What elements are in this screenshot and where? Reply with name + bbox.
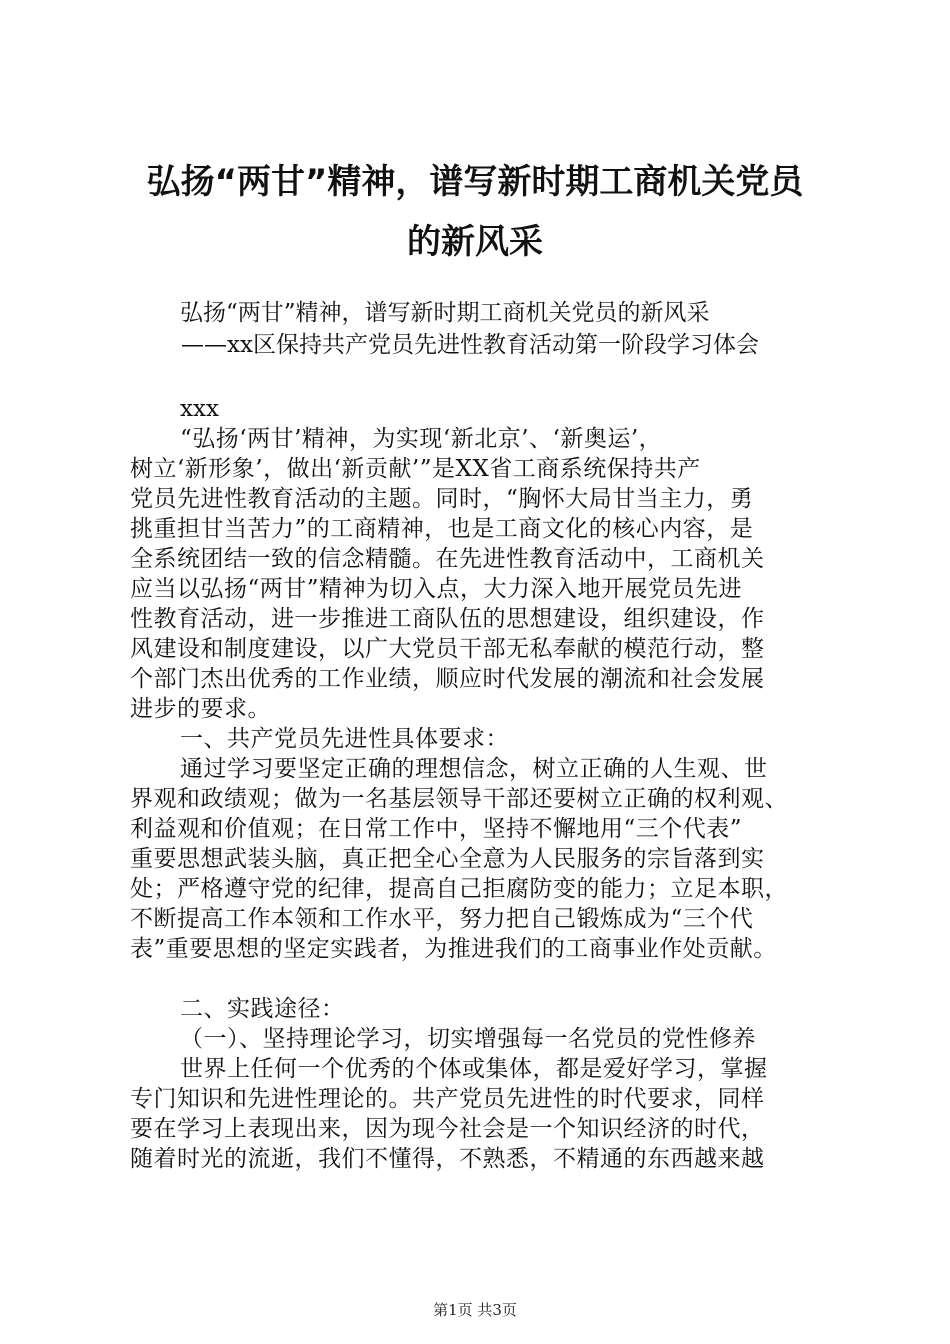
section-heading-2: 二、实践途径： [180,996,345,1022]
body-line: 表”重要思想的坚定实践者，为推进我们的工商事业作处贡献。 [130,936,777,962]
subtitle-line-1: 弘扬“两甘”精神，谱写新时期工商机关党员的新风采 [180,300,710,326]
body-line: 要在学习上表现出来，因为现今社会是一个知识经济的时代， [130,1116,765,1142]
body-line: “弘扬‘两甘’精神，为实现‘新北京’、‘新奥运’， [180,426,663,452]
body-line: 应当以弘扬“两甘”精神为切入点，大力深入地开展党员先进 [130,576,743,602]
body-line: 通过学习要坚定正确的理想信念，树立正确的人生观、世 [180,756,768,782]
page-footer: 第1页 共3页 [433,1301,517,1319]
author: xxx [180,396,219,422]
subtitle-line-2: ——xx区保持共产党员先进性教育活动第一阶段学习体会 [181,332,759,358]
body-line: 重要思想武装头脑，真正把全心全意为人民服务的宗旨落到实 [130,846,765,872]
body-line: 风建设和制度建设，以广大党员干部无私奉献的模范行动，整 [130,636,765,662]
document-title-line-2: 的新风采 [407,222,543,262]
body-line: 树立‘新形象’，做出‘新贡献’”是XX省工商系统保持共产 [130,456,701,482]
body-line: 利益观和价值观；在日常工作中，坚持不懈地用“三个代表” [130,816,743,842]
body-line: 挑重担甘当苦力”的工商精神，也是工商文化的核心内容，是 [130,516,754,542]
body-line: 个部门杰出优秀的工作业绩，顺应时代发展的潮流和社会发展 [130,666,765,692]
body-line: 随着时光的流逝，我们不懂得，不熟悉，不精通的东西越来越 [130,1146,765,1172]
body-line: 世界上任何一个优秀的个体或集体，都是爱好学习，掌握 [180,1056,768,1082]
body-line: 全系统团结一致的信念精髓。在先进性教育活动中，工商机关 [130,546,765,572]
body-line: 性教育活动，进一步推进工商队伍的思想建设，组织建设，作 [130,606,765,632]
body-line: 界观和政绩观；做为一名基层领导干部还要树立正确的权利观、 [130,786,788,812]
body-line: 党员先进性教育活动的主题。同时，“胸怀大局甘当主力，勇 [130,486,754,512]
body-line: 专门知识和先进性理论的。共产党员先进性的时代要求，同样 [130,1086,765,1112]
body-line: 进步的要求。 [130,696,271,722]
section-heading-1: 一、共产党员先进性具体要求： [180,726,509,752]
body-line: 不断提高工作本领和工作水平，努力把自己锻炼成为“三个代 [130,906,754,932]
body-line: 处；严格遵守党的纪律，提高自己拒腐防变的能力；立足本职， [130,876,788,902]
document-title-line-1: 弘扬“两甘”精神，谱写新时期工商机关党员 [146,162,804,202]
subsection-heading: （一）、坚持理论学习，切实增强每一名党员的党性修养 [180,1026,756,1052]
